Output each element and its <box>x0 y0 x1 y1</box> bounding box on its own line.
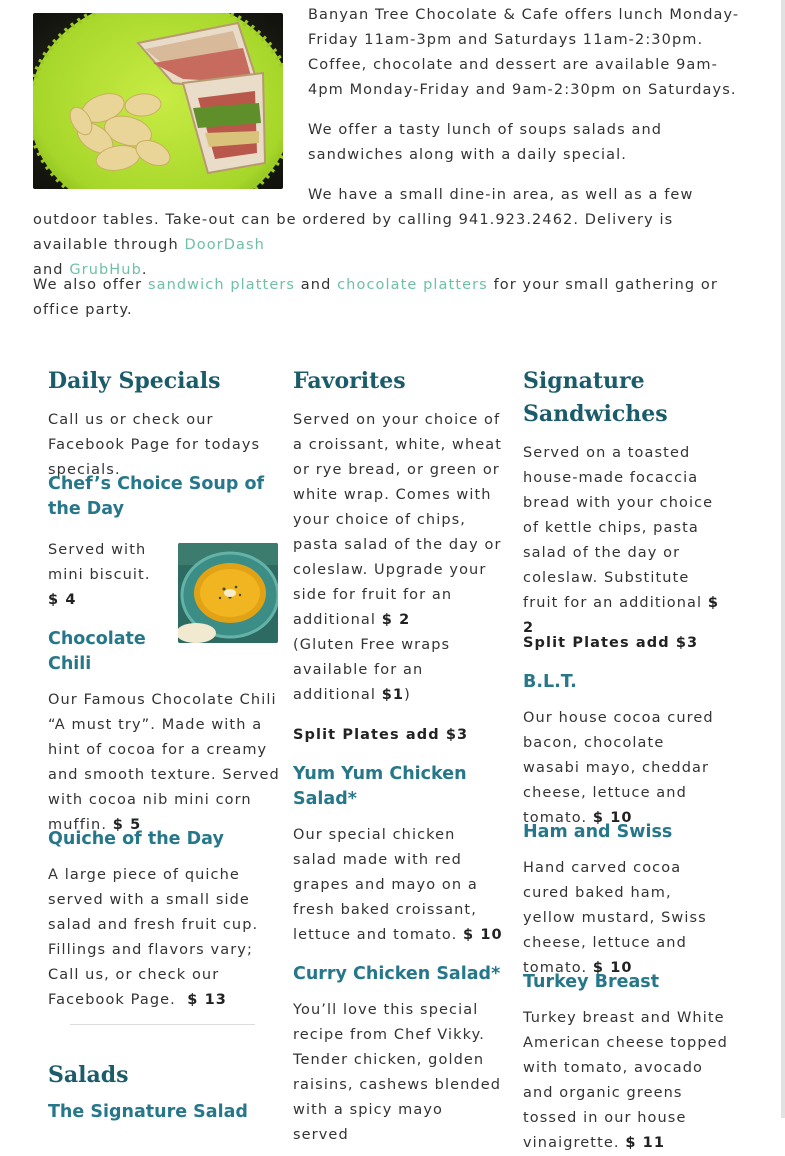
soup-title: Chef’s Choice Soup of the Day <box>48 474 265 519</box>
signature-salad-title: The Signature Salad <box>48 1102 248 1122</box>
sandwich-photo <box>33 13 283 189</box>
soup-desc <box>48 538 166 613</box>
sandwich-platters-link[interactable]: sandwich platters <box>147 277 296 293</box>
blt-price: $ 10 <box>592 810 633 826</box>
favorites-intro <box>293 408 503 708</box>
grubhub-link[interactable]: GrubHub <box>69 262 142 278</box>
chili-price: $ 5 <box>112 817 142 833</box>
blt-title: B.L.T. <box>523 672 577 692</box>
quiche-desc <box>48 863 280 1013</box>
ham-swiss-title: Ham and Swiss <box>523 822 673 842</box>
doordash-link[interactable]: DoorDash <box>184 237 265 253</box>
soup-desc-text: Served with mini biscuit. <box>48 542 151 583</box>
gf-price: $1 <box>381 687 405 703</box>
blt-desc-text: Our house cocoa cured bacon, chocolate wasabi mayo, cheddar cheese, lettuce and tomato. <box>523 710 714 826</box>
ham-swiss-desc <box>523 856 723 981</box>
quiche-desc-text: A large piece of quiche served with a small side salad and fresh fruit cup. Fillings and flavors vary; Call us, or check our Facebook Page. <box>48 867 259 1008</box>
platters-and: and <box>300 277 332 293</box>
signature-intro <box>523 441 728 641</box>
signature-intro-text: Served on a toasted house-made focaccia bread with your choice of kettle chips, pasta salad of the day or coleslaw. Substitute fruit for an additional <box>523 445 714 611</box>
blt-desc <box>523 706 723 831</box>
turkey-desc-text: Turkey breast and White American cheese topped with tomato, avocado and organic greens tossed in our house vinaigrette. <box>523 1010 728 1151</box>
favorites-upgrade-price: $ 2 <box>381 612 411 628</box>
ham-swiss-desc-text: Hand carved cocoa cured baked ham, yellow mustard, Swiss cheese, lettuce and tomato. <box>523 860 707 976</box>
yum-yum-desc <box>293 823 503 948</box>
soup-price: $ 4 <box>48 592 77 608</box>
platters-paragraph <box>33 273 753 323</box>
chili-title: Chocolate Chili <box>48 629 146 674</box>
curry-desc: You’ll love this special recipe from Chef Vikky. Tender chicken, golden raisins, cashews blended with a spicy mayo served <box>293 1002 502 1143</box>
favorites-heading: Favorites <box>293 368 406 394</box>
chocolate-platters-link[interactable]: chocolate platters <box>337 277 488 293</box>
favorites-intro-text: Served on your choice of a croissant, white, wheat or rye bread, or green or white wrap. Comes with your choice of chips, pasta salad of the day or coleslaw. Upgrade your side for fruit for an additional <box>293 412 503 628</box>
curry-title: Curry Chicken Salad* <box>293 964 501 984</box>
yum-yum-title: Yum Yum Chicken Salad* <box>293 764 467 809</box>
salads-heading: Salads <box>48 1062 129 1088</box>
ham-swiss-price: $ 10 <box>592 960 633 976</box>
lunch-paragraph: We offer a tasty lunch of soups salads and sandwiches along with a daily special. <box>308 122 663 163</box>
yum-yum-price: $ 10 <box>463 927 503 943</box>
favorites-split-note: Split Plates add $3 <box>293 727 469 743</box>
and-word: and <box>33 262 64 278</box>
page-scrollbar[interactable] <box>781 0 785 1118</box>
signature-sandwiches-heading: Signature Sandwiches <box>523 368 668 427</box>
gf-note-pre: (Gluten Free wraps available for an additional <box>293 637 451 703</box>
chili-desc-text: Our Famous Chocolate Chili “A must try”. Made with a hint of cocoa for a creamy and smooth texture. Served with cocoa nib mini corn muffin. <box>48 692 280 833</box>
dinein-text: We have a small dine-in area, as well as a few outdoor tables. Take-out can be ordered by calling 941.923.2462. Delivery is available through <box>33 187 694 253</box>
signature-upgrade-price: $ 2 <box>523 595 720 636</box>
quiche-price: $ 13 <box>187 992 227 1008</box>
gf-note-post: ) <box>404 687 411 703</box>
section-divider <box>70 1024 255 1025</box>
soup-photo <box>178 543 278 643</box>
chili-desc <box>48 688 282 838</box>
quiche-title: Quiche of the Day <box>48 829 224 849</box>
turkey-price: $ 11 <box>625 1135 666 1151</box>
signature-split-note: Split Plates add $3 <box>523 635 699 651</box>
dinein-paragraph <box>33 183 753 283</box>
hours-paragraph: Banyan Tree Chocolate & Cafe offers lunch Monday-Friday 11am-3pm and Saturdays 11am-2:30pm. Coffee, chocolate and dessert are available 9am-4pm Monday-Friday and 9am-2:30pm on Saturdays. <box>308 7 740 98</box>
daily-specials-heading: Daily Specials <box>48 368 221 394</box>
turkey-title: Turkey Breast <box>523 972 660 992</box>
platters-post: for your small gathering or office party. <box>33 277 718 318</box>
turkey-desc <box>523 1006 728 1156</box>
daily-specials-intro: Call us or check our Facebook Page for todays specials. <box>48 412 261 478</box>
yum-yum-desc-text: Our special chicken salad made with red grapes and mayo on a fresh baked croissant, lettuce and tomato. <box>293 827 478 943</box>
platters-pre: We also offer <box>33 277 143 293</box>
period: . <box>141 262 148 278</box>
